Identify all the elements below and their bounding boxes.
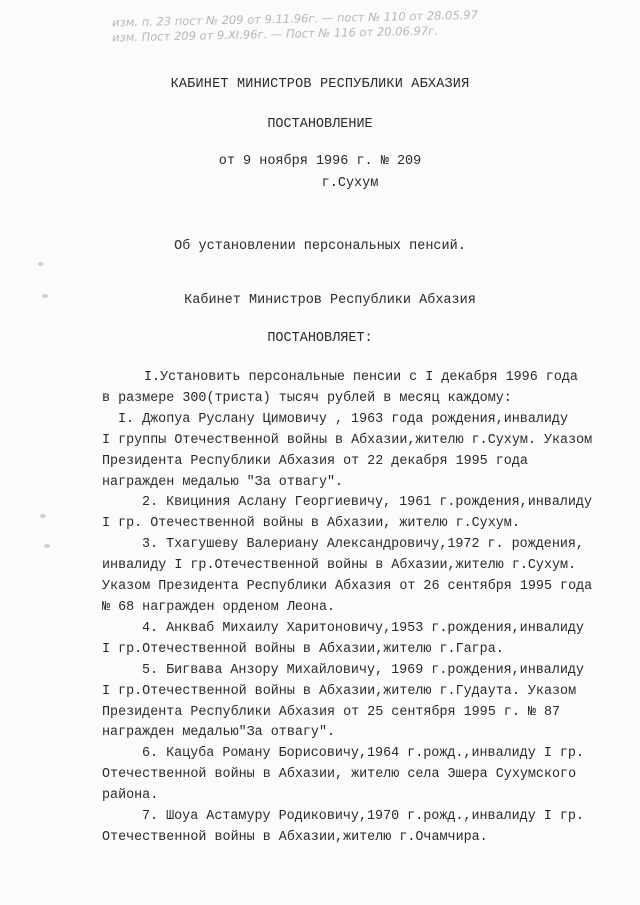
body-line: в размере 300(триста) тысяч рублей в месяц каждому: <box>102 390 512 406</box>
body-line: Президента Республики Абхазия от 25 сентября 1995 г. № 87 <box>102 704 561 720</box>
scan-speck <box>38 262 44 266</box>
document-type: ПОСТАНОВЛЕНИЕ <box>267 117 373 132</box>
body-line: 5. Бигвава Анзору Михайловичу, 1969 г.рождения,инвалиду <box>142 662 584 678</box>
scan-speck <box>44 544 50 548</box>
body-line: I. Джопуа Руслану Цимовичу , 1963 года рождения,инвалиду <box>118 411 568 427</box>
handwritten-note: изм. Пост 209 от 9.XI.96г. — Пост № 116 от 20.06.97г. <box>111 23 438 45</box>
preamble-line: Кабинет Министров Республики Абхазия <box>184 293 476 308</box>
resolves-heading: ПОСТАНОВЛЯЕТ: <box>267 331 373 346</box>
body-line: 2. Квициния Аслану Георгиевичу, 1961 г.рождения,инвалиду <box>142 495 592 511</box>
body-line: 6. Кацуба Роману Борисовичу,1964 г.рожд.,инвалиду I гр. <box>142 746 584 762</box>
body-line: инвалиду I гр.Отечественной войны в Абхазии,жителю г.Сухум. <box>102 558 577 574</box>
body-line: I гр. Отечественной войны в Абхазии, жителю г.Сухум. <box>102 516 520 532</box>
body-line: I гр.Отечественной войны в Абхазии,жителю г.Гудаута. Указом <box>102 683 577 699</box>
body-line: 4. Анкваб Михаилу Харитоновичу,1953 г.рождения,инвалиду <box>142 620 584 636</box>
body-line: 7. Шоуа Астамуру Родиковичу,1970 г.рожд.,инвалиду I гр. <box>142 809 584 825</box>
subject-line: Об установлении персональных пенсий. <box>174 239 466 254</box>
body-line: № 68 награжден орденом Леона. <box>102 599 336 615</box>
scan-speck <box>40 514 46 518</box>
body-line: I гр.Отечественной войны в Абхазии,жителю г.Гагра. <box>102 641 504 657</box>
body-line: награжден медалью"За отвагу". <box>102 725 336 741</box>
city-line: г.Сухум <box>321 176 379 191</box>
handwritten-note: изм. п. 23 пост № 209 от 9.11.96г. — пост № 110 от 28.05.97 <box>111 7 479 30</box>
body-line: Указом Президента Республики Абхазия от 26 сентября 1995 года <box>102 579 593 595</box>
scan-speck <box>42 294 48 298</box>
body-line: 3. Тхагушеву Валериану Александровичу,1972 г. рождения, <box>142 537 584 553</box>
body-line: Отечественной войны в Абхазии, жителю села Эшера Сухумского <box>102 767 577 783</box>
document-body <box>102 368 602 849</box>
body-line: района. <box>102 788 159 804</box>
body-line: Отечественной войны в Абхазии,жителю г.Очамчира. <box>102 829 488 845</box>
body-line: I.Установить персональные пенсии с I декабря 1996 года <box>144 370 578 385</box>
issuer-heading: КАБИНЕТ МИНИСТРОВ РЕСПУБЛИКИ АБХАЗИЯ <box>170 77 470 92</box>
body-line: награжден медалью "За отвагу". <box>102 474 344 490</box>
body-line: Президента Республики Абхазия от 22 декабря 1995 года <box>102 453 528 469</box>
date-number-line: от 9 ноября 1996 г. № 209 <box>218 154 422 169</box>
body-line: I группы Отечественной войны в Абхазии,жителю г.Сухум. Указом <box>102 432 593 448</box>
